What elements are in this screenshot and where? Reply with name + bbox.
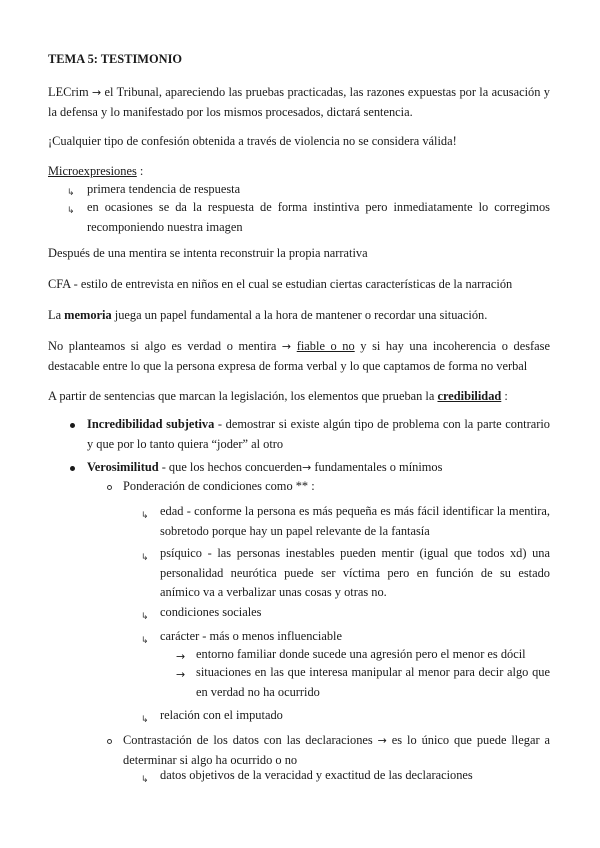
microexpresiones-heading: Microexpresiones : <box>48 164 144 178</box>
sub-arrow-icon: ↳ <box>141 636 149 646</box>
sub-arrow-icon: ↳ <box>141 553 149 563</box>
verosimilitud-item: Verosimilitud - que los hechos concuerden→ fundamentales o mínimos <box>87 460 443 474</box>
caracter-subitem-2: situaciones en las que interesa manipular al menor para decir algo que en verdad no ha ocurrido <box>196 665 550 699</box>
sub-arrow-icon: ↳ <box>67 188 75 198</box>
edad-item: edad - conforme la persona es más pequeña es más fácil identificar la mentira, sobretodo porque hay un papel relevante de la fantasía <box>160 504 550 538</box>
bullet-icon <box>70 466 75 471</box>
condiciones-sociales-item: condiciones sociales <box>160 605 262 619</box>
arrow-icon: → <box>302 461 312 474</box>
micro-item-2: en ocasiones se da la respuesta de forma instintiva pero inmediatamente lo corregimos recomponiendo nuestra imagen <box>87 200 550 234</box>
datos-objetivos-item: datos objetivos de la veracidad y exactitud de las declaraciones <box>160 768 473 782</box>
memory-paragraph: La memoria juega un papel fundamental a la hora de mantener o recordar una situación. <box>48 308 488 322</box>
micro-item-1: primera tendencia de respuesta <box>87 182 241 196</box>
sub-arrow-icon: ↳ <box>141 775 149 785</box>
arrow-icon: → <box>281 340 292 353</box>
caracter-subitem-1: entorno familiar donde sucede una agresión pero el menor es dócil <box>196 647 526 661</box>
page-title: TEMA 5: TESTIMONIO <box>48 52 183 66</box>
circle-bullet-icon <box>107 485 112 490</box>
sub-arrow-icon: ↳ <box>67 206 75 216</box>
cfa-paragraph: CFA - estilo de entrevista en niños en el cual se estudian ciertas características de la narración <box>48 277 513 291</box>
psiquico-item: psíquico - las personas inestables pueden mentir (igual que todos xd) una personalidad neurótica puede ser víctima pero en función de su estado anímico va a verbalizar unas cosas y otras no. <box>160 546 550 599</box>
confession-paragraph: ¡Cualquier tipo de confesión obtenida a través de violencia no se considera válida! <box>48 134 457 148</box>
sub-arrow-icon: ↳ <box>141 612 149 622</box>
lecrim-paragraph: LECrim → el Tribunal, apareciendo las pruebas practicadas, las razones expuestas por la acusación y la defensa y lo manifestado por los mismos procesados, dictará sentencia. <box>48 85 550 119</box>
lie-question-paragraph: No planteamos si algo es verdad o mentira → fiable o no y si hay una incoherencia o desfase destacable entre lo que la persona expresa de forma verbal y lo que captamos de forma no verbal <box>48 339 550 373</box>
relacion-imputado-item: relación con el imputado <box>160 708 283 722</box>
bullet-icon <box>70 423 75 428</box>
after-lie-paragraph: Después de una mentira se intenta reconstruir la propia narrativa <box>48 246 368 260</box>
contrastacion-item: Contrastación de los datos con las declaraciones → es lo único que puede llegar a determinar si algo ha ocurrido o no <box>123 733 550 767</box>
circle-bullet-icon <box>107 739 112 744</box>
sentences-paragraph: A partir de sentencias que marcan la legislación, los elementos que prueban la credibilidad : <box>48 389 508 403</box>
incredibility-item: Incredibilidad subjetiva - demostrar si existe algún tipo de problema con la parte contrario y que por lo tanto quiera “joder” al otro <box>87 417 550 451</box>
arrow-icon: → <box>176 650 186 663</box>
arrow-icon: → <box>176 668 186 681</box>
sub-arrow-icon: ↳ <box>141 511 149 521</box>
ponderacion-label: Ponderación de condiciones como ** : <box>123 479 315 493</box>
caracter-item: carácter - más o menos influenciable <box>160 629 342 643</box>
sub-arrow-icon: ↳ <box>141 715 149 725</box>
arrow-icon: → <box>377 734 387 747</box>
arrow-icon: → <box>91 86 102 99</box>
